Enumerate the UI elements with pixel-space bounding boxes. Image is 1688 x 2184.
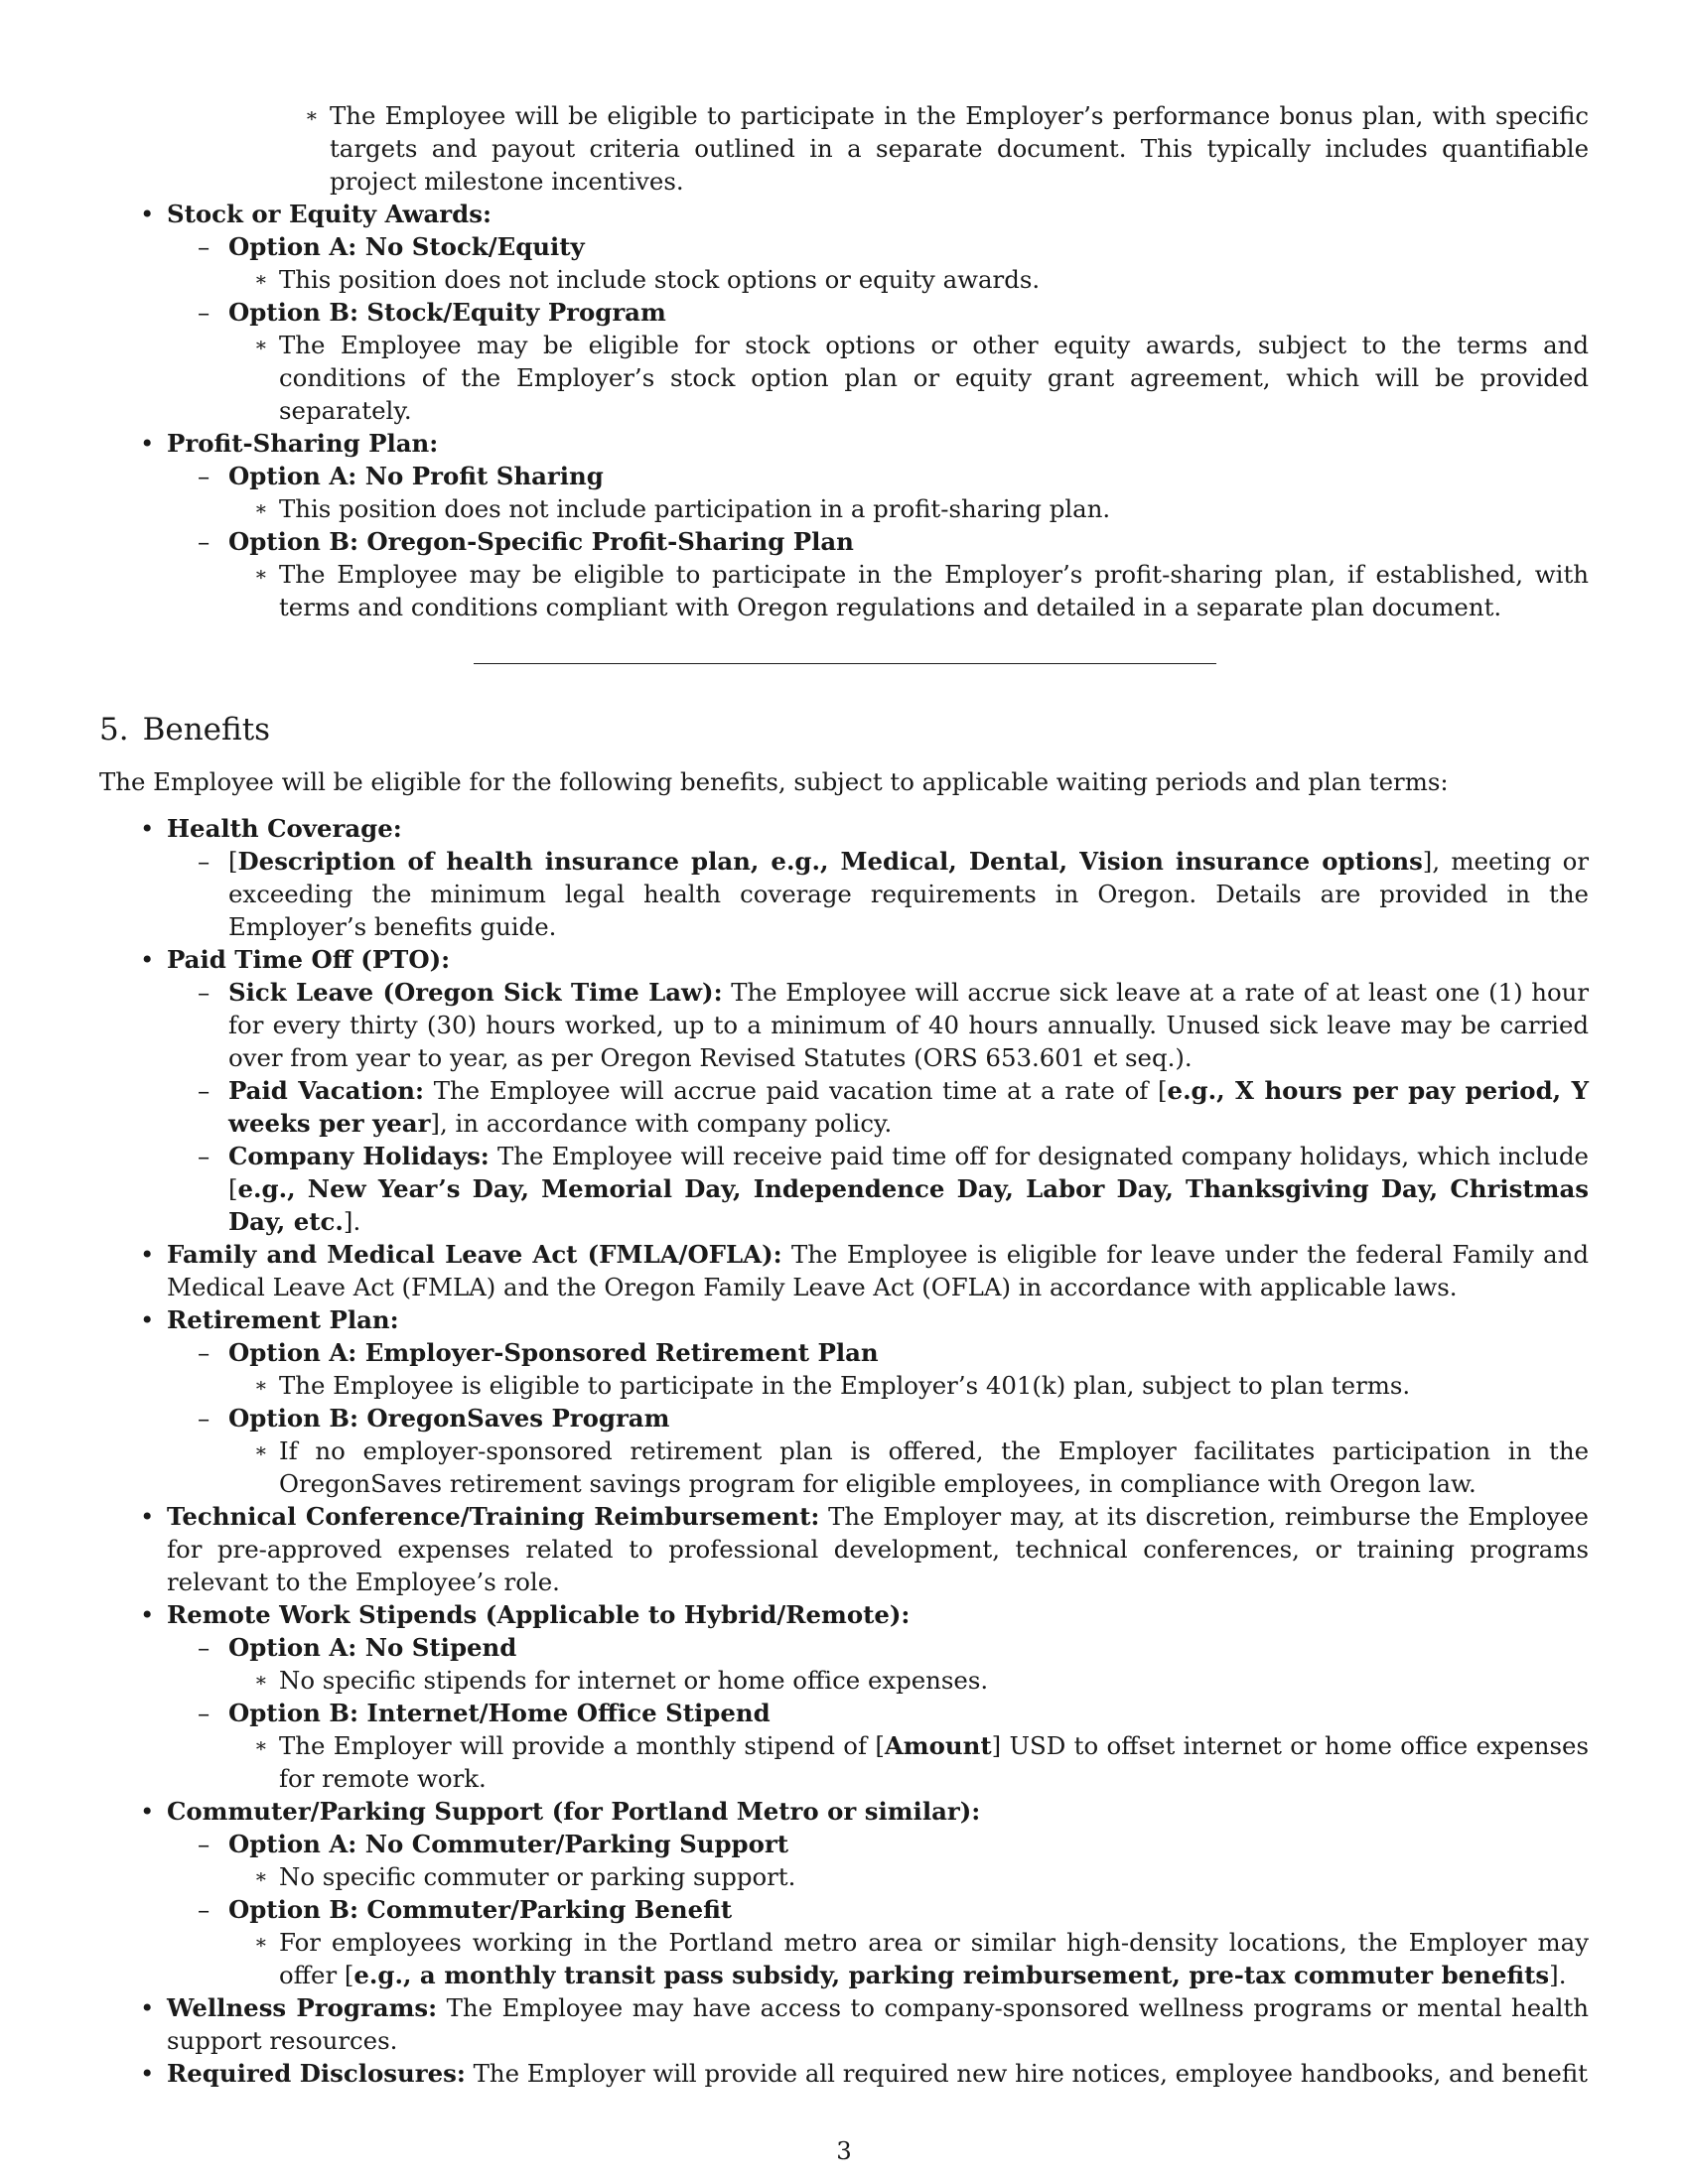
commuter-option-b-text: ∗ For employees working in the Portland metro area or similar high-density locations, the Employer may offer [e.g., a monthly transit pass subsidy, parking reimbursement, pre-tax commuter benefits]. <box>228 1926 1589 1991</box>
training-text: The Employer may, at its discretion, reimburse the Employee for pre-approved expenses related to professional development, technical conferences, or training programs relevant to the Employee’s role. <box>167 1502 1589 1596</box>
sick-leave-label: Sick Leave (Oregon Sick Time Law): <box>228 978 723 1007</box>
retirement-option-b-text: ∗ If no employer-sponsored retirement plan is offered, the Employer facilitates participation in the OregonSaves retirement savings program for eligible employees, in compliance with Oregon law. <box>228 1434 1589 1500</box>
vacation-item: – Paid Vacation: The Employee will accrue paid vacation time at a rate of [e.g., X hours per pay period, Y weeks per year], in accordance with company policy. <box>167 1074 1589 1140</box>
remote-amount-placeholder: Amount <box>884 1731 992 1760</box>
commuter-label: Commuter/Parking Support (for Portland Metro or similar): <box>167 1797 981 1826</box>
list-item-profit-sharing <box>99 427 1589 623</box>
section-title: Benefits <box>142 712 271 748</box>
commuter-option-b-pre: For employees working in the Portland metro area or similar high-density locations, the Employer may offer <box>279 1928 1589 1989</box>
commuter-option-a-label: Option A: No Commuter/Parking Support <box>228 1830 788 1858</box>
commuter-option-a-text: ∗ No specific commuter or parking support. <box>228 1860 1589 1893</box>
page-number: 3 <box>836 2136 852 2165</box>
commuter-placeholder: e.g., a monthly transit pass subsidy, parking reimbursement, pre-tax commuter benefits <box>353 1961 1550 1989</box>
fmla-text: The Employee is eligible for leave under the federal Family and Medical Leave Act (FMLA) and the Oregon Family Leave Act (OFLA) in accordance with applicable laws. <box>167 1240 1589 1301</box>
remote-option-b-post: USD to offset internet or home office expenses for remote work. <box>279 1731 1589 1793</box>
holidays-text: The Employee will receive paid time off for designated company holidays, which include <box>497 1142 1589 1170</box>
vacation-label: Paid Vacation: <box>228 1076 424 1105</box>
remote-option-b <box>167 1697 1589 1795</box>
remote-option-a-detail <box>228 1664 1589 1697</box>
profit-sharing-options <box>167 460 1589 623</box>
profit-option-a-text: ∗ This position does not include participation in a profit-sharing plan. <box>228 492 1589 525</box>
commuter-option-a <box>167 1828 1589 1893</box>
stock-equity-label: Stock or Equity Awards: <box>167 200 492 228</box>
profit-option-a-detail <box>228 492 1589 525</box>
fmla-label: Family and Medical Leave Act (FMLA/OFLA): <box>167 1240 782 1269</box>
commuter-option-a-detail <box>228 1860 1589 1893</box>
profit-option-b-text: ∗ The Employee may be eligible to participate in the Employer’s profit-sharing plan, if established, with terms and conditions compliant with Oregon regulations and detailed in a separate plan document. <box>228 558 1589 623</box>
section-heading-benefits <box>99 710 1589 750</box>
list-item-disclosures <box>99 2057 1589 2090</box>
stock-option-a-text: ∗ This position does not include stock options or equity awards. <box>228 263 1589 296</box>
bonus-plan-text: ∗ The Employee will be eligible to participate in the Employer’s performance bonus plan, with specific targets and payout criteria outlined in a separate document. This typically includes quantifiable project milestone incentives. <box>279 99 1589 198</box>
profit-option-a <box>167 460 1589 525</box>
remote-options <box>167 1631 1589 1795</box>
stock-option-b <box>167 296 1589 427</box>
list-item-retirement <box>99 1303 1589 1500</box>
remote-option-a-label: Option A: No Stipend <box>228 1633 517 1662</box>
retirement-option-b-detail <box>228 1434 1589 1500</box>
retirement-options <box>167 1336 1589 1500</box>
list-item-remote-stipend <box>99 1598 1589 1795</box>
holidays-tail: . <box>352 1207 361 1236</box>
health-detail: – [Description of health insurance plan, e.g., Medical, Dental, Vision insurance options], meeting or exceeding the minimum legal health coverage requirements in Oregon. Details are provided in the Employer’s benefits guide. <box>167 845 1589 943</box>
remote-option-a-text: ∗ No specific stipends for internet or home office expenses. <box>228 1664 1589 1697</box>
profit-option-b-label: Option B: Oregon-Specific Profit-Sharing Plan <box>228 527 854 556</box>
commuter-option-b-label: Option B: Commuter/Parking Benefit <box>228 1895 733 1924</box>
stock-option-b-text: ∗ The Employee may be eligible for stock options or other equity awards, subject to the terms and conditions of the Employer’s stock option plan or equity grant agreement, which will be provided separately. <box>228 329 1589 427</box>
list-item-health <box>99 812 1589 943</box>
pto-label: Paid Time Off (PTO): <box>167 945 451 974</box>
list-item-training <box>99 1500 1589 1598</box>
commuter-option-b <box>167 1893 1589 1991</box>
section-number: 5. <box>99 712 129 748</box>
training-label: Technical Conference/Training Reimbursement: <box>167 1502 820 1531</box>
health-placeholder: Description of health insurance plan, e.g., Medical, Dental, Vision insurance options <box>237 847 1423 876</box>
stock-option-b-label: Option B: Stock/Equity Program <box>228 298 666 327</box>
stock-option-b-detail <box>228 329 1589 427</box>
remote-option-a <box>167 1631 1589 1697</box>
profit-option-a-label: Option A: No Profit Sharing <box>228 462 604 490</box>
remote-option-b-pre: The Employer will provide a monthly stipend of <box>279 1731 867 1760</box>
compensation-list <box>99 198 1589 623</box>
list-item-commuter <box>99 1795 1589 1991</box>
retirement-option-a-text: ∗ The Employee is eligible to participate in the Employer’s 401(k) plan, subject to plan terms. <box>228 1369 1589 1402</box>
disclosures-label: Required Disclosures: <box>167 2059 466 2088</box>
sick-leave-item <box>167 976 1589 1074</box>
remote-option-b-text: ∗ The Employer will provide a monthly stipend of [Amount] USD to offset internet or home office expenses for remote work. <box>228 1729 1589 1795</box>
profit-option-b <box>167 525 1589 623</box>
benefits-list <box>99 812 1589 2090</box>
sick-leave-text: The Employee will accrue sick leave at a rate of at least one (1) hour for every thirty (30) hours worked, up to a minimum of 40 hours annually. Unused sick leave may be carried over from year to year, as per Oregon Revised Statutes (ORS 653.601 et seq.). <box>228 978 1589 1072</box>
health-text: , meeting or exceeding the minimum legal health coverage requirements in Oregon. Details are provided in the Employer’s benefits guide. <box>228 847 1589 941</box>
commuter-option-b-tail: . <box>1558 1961 1567 1989</box>
vacation-placeholder: e.g., X hours per pay period, Y weeks per year <box>228 1076 1589 1138</box>
wellness-label: Wellness Programs: <box>167 1993 438 2022</box>
holidays-label: Company Holidays: <box>228 1142 490 1170</box>
retirement-option-a-detail <box>228 1369 1589 1402</box>
list-item-wellness <box>99 1991 1589 2057</box>
holidays-item: – Company Holidays: The Employee will receive paid time off for designated company holidays, which include [e.g., New Year’s Day, Memorial Day, Independence Day, Labor Day, Thanksgiving Day, Christmas Day, etc.]. <box>167 1140 1589 1238</box>
profit-sharing-label: Profit-Sharing Plan: <box>167 429 439 458</box>
remote-label: Remote Work Stipends (Applicable to Hybrid/Remote): <box>167 1600 911 1629</box>
retirement-option-a <box>167 1336 1589 1402</box>
stock-equity-options <box>167 230 1589 427</box>
retirement-option-b <box>167 1402 1589 1500</box>
benefits-intro: The Employee will be eligible for the following benefits, subject to applicable waiting periods and plan terms: <box>99 767 1449 796</box>
remote-option-b-label: Option B: Internet/Home Office Stipend <box>228 1699 771 1727</box>
health-sublist <box>167 845 1589 943</box>
health-label: Health Coverage: <box>167 814 402 843</box>
stock-option-a-label: Option A: No Stock/Equity <box>228 232 585 261</box>
bonus-sublist <box>279 99 1589 198</box>
bonus-continuation <box>279 99 1589 198</box>
holidays-placeholder: e.g., New Year’s Day, Memorial Day, Independence Day, Labor Day, Thanksgiving Day, Christmas Day, etc. <box>228 1174 1589 1236</box>
profit-option-b-detail <box>228 558 1589 623</box>
stock-option-a-detail <box>228 263 1589 296</box>
retirement-label: Retirement Plan: <box>167 1305 399 1334</box>
remote-option-b-detail <box>228 1729 1589 1795</box>
vacation-tail: , in accordance with company policy. <box>439 1109 893 1138</box>
vacation-text: The Employee will accrue paid vacation time at a rate of <box>433 1076 1149 1105</box>
section-divider <box>474 663 1216 664</box>
page-content <box>99 99 1589 2090</box>
commuter-option-b-detail <box>228 1926 1589 1991</box>
retirement-option-a-label: Option A: Employer-Sponsored Retirement Plan <box>228 1338 879 1367</box>
retirement-option-b-label: Option B: OregonSaves Program <box>228 1404 670 1433</box>
commuter-options <box>167 1828 1589 1991</box>
pto-sublist <box>167 976 1589 1238</box>
wellness-text: The Employee may have access to company-sponsored wellness programs or mental health support resources. <box>167 1993 1589 2055</box>
list-item-fmla <box>99 1238 1589 1303</box>
list-item-pto <box>99 943 1589 1238</box>
list-item-stock-equity <box>99 198 1589 427</box>
stock-option-a <box>167 230 1589 296</box>
disclosures-text: The Employer will provide all required new hire notices, employee handbooks, and benefit <box>473 2059 1588 2088</box>
